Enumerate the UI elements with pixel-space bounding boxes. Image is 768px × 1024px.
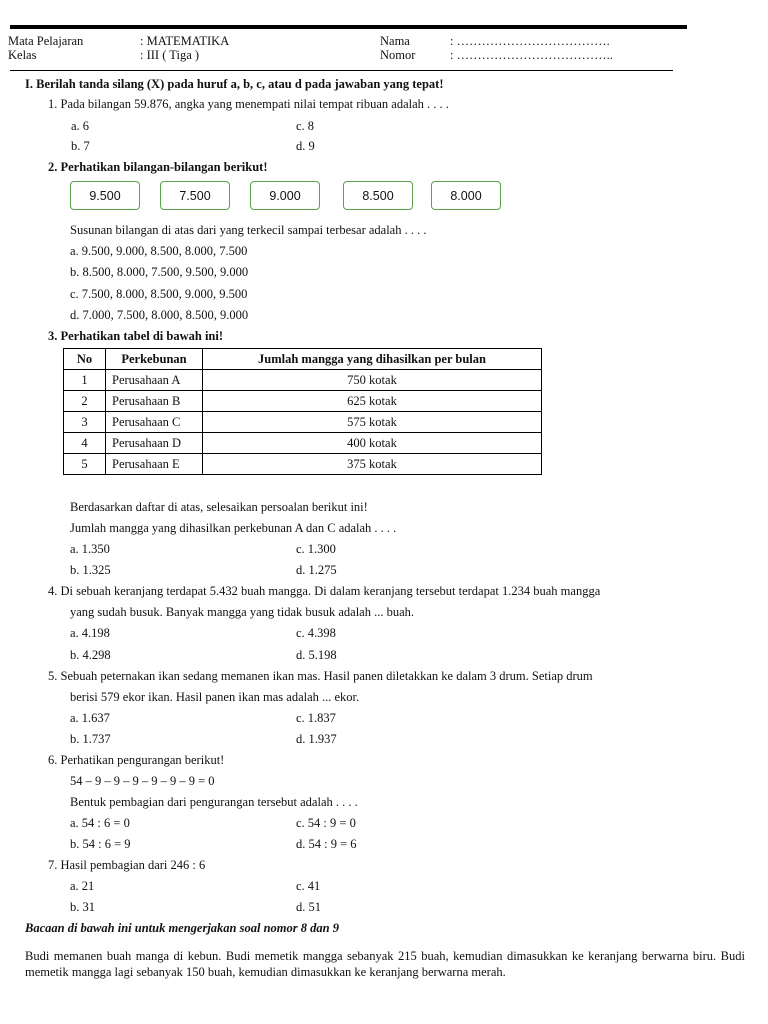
cell-jumlah: 400 kotak [203, 433, 542, 454]
cell-no: 4 [64, 433, 106, 454]
q7-option-a[interactable]: a. 21 [70, 879, 95, 893]
header-no: No [64, 349, 106, 370]
header-jumlah: Jumlah mangga yang dihasilkan per bulan [203, 349, 542, 370]
table-row [64, 454, 542, 475]
cell-perkebunan: Perusahaan C [106, 412, 203, 433]
class-label: Kelas [8, 48, 37, 62]
table-row [64, 391, 542, 412]
q2-option-d[interactable]: d. 7.000, 7.500, 8.000, 8.500, 9.000 [70, 308, 249, 322]
question-1: 1. Pada bilangan 59.876, angka yang menempati nilai tempat ribuan adalah . . . . [48, 97, 449, 111]
section-instruction: I. Berilah tanda silang (X) pada huruf a, b, c, atau d pada jawaban yang tepat! [25, 77, 444, 91]
table-row [64, 433, 542, 454]
question-7: 7. Hasil pembagian dari 246 : 6 [48, 858, 206, 872]
number-box: 9.500 [70, 181, 140, 210]
cell-no: 1 [64, 370, 106, 391]
q6-equation: 54 – 9 – 9 – 9 – 9 – 9 – 9 = 0 [70, 774, 215, 788]
cell-perkebunan: Perusahaan D [106, 433, 203, 454]
q2-option-c[interactable]: c. 7.500, 8.000, 8.500, 9.000, 9.500 [70, 287, 248, 301]
q7-option-d[interactable]: d. 51 [296, 900, 321, 914]
cell-jumlah: 625 kotak [203, 391, 542, 412]
q4-option-b[interactable]: b. 4.298 [70, 648, 111, 662]
q1-option-c[interactable]: c. 8 [296, 119, 315, 133]
cell-no: 2 [64, 391, 106, 412]
cell-perkebunan: Perusahaan E [106, 454, 203, 475]
q2-option-b[interactable]: b. 8.500, 8.000, 7.500, 9.500, 9.000 [70, 265, 249, 279]
q1-option-d[interactable]: d. 9 [296, 139, 315, 153]
question-5-line-2: berisi 579 ekor ikan. Hasil panen ikan mas adalah ... ekor. [70, 690, 360, 704]
header-perkebunan: Perkebunan [106, 349, 203, 370]
number-box: 8.500 [343, 181, 413, 210]
q5-option-c[interactable]: c. 1.837 [296, 711, 336, 725]
number-field[interactable]: : ……………………………….. [450, 48, 613, 62]
q5-option-b[interactable]: b. 1.737 [70, 732, 111, 746]
table-row [64, 412, 542, 433]
question-2: 2. Perhatikan bilangan-bilangan berikut! [48, 160, 268, 174]
class-value: : III ( Tiga ) [140, 48, 200, 62]
reading-title: Bacaan di bawah ini untuk mengerjakan soal nomor 8 dan 9 [25, 921, 339, 935]
cell-perkebunan: Perusahaan B [106, 391, 203, 412]
number-box: 8.000 [431, 181, 501, 210]
q6-prompt: Bentuk pembagian dari pengurangan tersebut adalah . . . . [70, 795, 358, 809]
reading-paragraph: Budi memanen buah manga di kebun. Budi memetik mangga sebanyak 215 buah, kemudian dimasukkan ke keranjang berwarna biru. Budi memetik mangga lagi sebanyak 150 buah, kemudian dimasukkan ke keranjang berwarna merah. [25, 949, 745, 979]
number-label: Nomor [380, 48, 416, 62]
subject-label: Mata Pelajaran [8, 34, 84, 48]
q7-option-b[interactable]: b. 31 [70, 900, 95, 914]
q2-option-a[interactable]: a. 9.500, 9.000, 8.500, 8.000, 7.500 [70, 244, 248, 258]
question-4-line-2: yang sudah busuk. Banyak mangga yang tidak busuk adalah ... buah. [70, 605, 415, 619]
question-3: 3. Perhatikan tabel di bawah ini! [48, 329, 224, 343]
q6-option-a[interactable]: a. 54 : 6 = 0 [70, 816, 130, 830]
q3-prompt: Jumlah mangga yang dihasilkan perkebunan A dan C adalah . . . . [70, 521, 397, 535]
cell-no: 5 [64, 454, 106, 475]
question-5-line-1: 5. Sebuah peternakan ikan sedang memanen ikan mas. Hasil panen diletakkan ke dalam 3 drum. Setiap drum [48, 669, 593, 683]
name-field[interactable]: : ………………………………. [450, 34, 610, 48]
q3-option-b[interactable]: b. 1.325 [70, 563, 111, 577]
q5-option-a[interactable]: a. 1.637 [70, 711, 110, 725]
q4-option-c[interactable]: c. 4.398 [296, 626, 336, 640]
question-4-line-1: 4. Di sebuah keranjang terdapat 5.432 buah mangga. Di dalam keranjang tersebut terdapat 1.234 buah mangga [48, 584, 601, 598]
q4-option-a[interactable]: a. 4.198 [70, 626, 110, 640]
table-header-row [64, 349, 542, 370]
cell-jumlah: 375 kotak [203, 454, 542, 475]
table-row [64, 370, 542, 391]
q1-option-a[interactable]: a. 6 [71, 119, 90, 133]
q2-prompt: Susunan bilangan di atas dari yang terkecil sampai terbesar adalah . . . . [70, 223, 427, 237]
q3-option-c[interactable]: c. 1.300 [296, 542, 336, 556]
q1-option-b[interactable]: b. 7 [71, 139, 90, 153]
q3-note: Berdasarkan daftar di atas, selesaikan persoalan berikut ini! [70, 500, 368, 514]
number-box: 7.500 [160, 181, 230, 210]
q6-option-d[interactable]: d. 54 : 9 = 6 [296, 837, 357, 851]
q6-option-b[interactable]: b. 54 : 6 = 9 [70, 837, 131, 851]
q5-option-d[interactable]: d. 1.937 [296, 732, 337, 746]
cell-no: 3 [64, 412, 106, 433]
header-top-rule [10, 25, 687, 29]
q4-option-d[interactable]: d. 5.198 [296, 648, 337, 662]
number-box: 9.000 [250, 181, 320, 210]
subject-value: : MATEMATIKA [140, 34, 230, 48]
q3-option-a[interactable]: a. 1.350 [70, 542, 110, 556]
cell-jumlah: 575 kotak [203, 412, 542, 433]
q3-option-d[interactable]: d. 1.275 [296, 563, 337, 577]
mango-table [63, 348, 542, 475]
cell-jumlah: 750 kotak [203, 370, 542, 391]
cell-perkebunan: Perusahaan A [106, 370, 203, 391]
q6-option-c[interactable]: c. 54 : 9 = 0 [296, 816, 356, 830]
name-label: Nama [380, 34, 410, 48]
header-bottom-rule [10, 70, 673, 71]
question-6: 6. Perhatikan pengurangan berikut! [48, 753, 225, 767]
q7-option-c[interactable]: c. 41 [296, 879, 321, 893]
